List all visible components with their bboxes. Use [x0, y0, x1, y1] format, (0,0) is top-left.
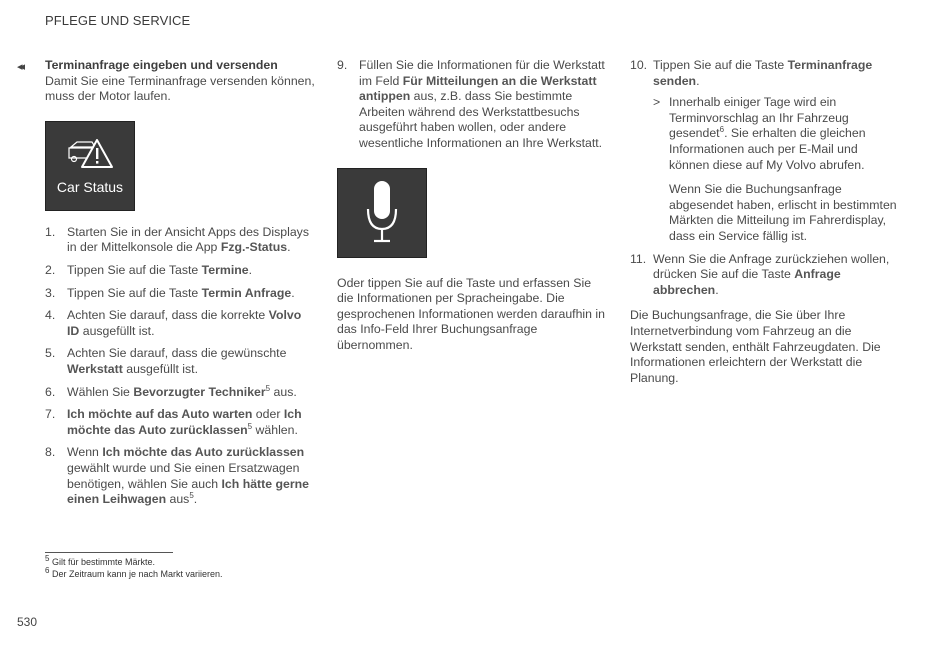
list-item: 8. Wenn Ich möchte das Auto zurücklassen gewählt wurde und Sie einen Ersatzwagen benötigen, wählen Sie auch Ich hätte gerne einen Leihwagen aus$^5$. [45, 445, 309, 507]
steps-list-2 [337, 58, 605, 152]
section-header: PFLEGE UND SERVICE [45, 13, 191, 28]
list-item: 7. Ich möchte auf das Auto warten oder Ich möchte das Auto zurücklassen$^5$ wählen. [45, 407, 302, 437]
car-status-label: Car Status [56, 178, 124, 195]
list-item: 3. Tippen Sie auf die Taste Termin Anfrage. [45, 285, 295, 300]
voice-input-button-image [337, 168, 427, 258]
list-item: 5. Achten Sie darauf, dass die gewünschte Werkstatt ausgefüllt ist. [45, 346, 287, 376]
column-3 [630, 58, 898, 386]
footnote-divider [45, 552, 173, 553]
footnote: $^5$ Gilt für bestimmte Märkte. [45, 554, 155, 567]
car-warning-icon [68, 138, 114, 170]
list-item: 2. Tippen Sie auf die Taste Termine. [45, 262, 253, 277]
microphone-icon [364, 179, 400, 249]
voice-input-text: Oder tippen Sie auf die Taste und erfassen Sie die Informationen per Spracheingabe. Die gesprochenen Informationen werden daraufhin in das Info-Feld Ihrer Buchungsanfrage übernommen. [337, 275, 605, 352]
footnote: $^6$ Der Zeitraum kann je nach Markt variieren. [45, 566, 223, 579]
column-1 [45, 58, 315, 515]
continued-marker: ◂◂ [17, 61, 23, 73]
list-item: 6. Wählen Sie Bevorzugter Techniker$^5$ aus. [45, 383, 297, 399]
result-item: > Innerhalb einiger Tage wird ein Terminvorschlag an Ihr Fahrzeug gesendet$^6$. Sie erhalten die gleichen Informationen auch per E-Mail und können diese auf My Volvo abrufen. [653, 95, 866, 172]
intro-text: Damit Sie eine Terminanfrage versenden können, muss der Motor laufen. [45, 73, 315, 104]
closing-paragraph: Die Buchungsanfrage, die Sie über Ihre Internetverbindung vom Fahrzeug an die Werkstatt senden, enthält Fahrzeugdaten. Die Informationen erleichtern der Werkstatt die Planung. [630, 308, 881, 385]
result-note: Wenn Sie die Buchungsanfrage abgesendet haben, erlischt in bestimmten Märkten die Mitteilung im Fahrerdisplay, dass ein Service fällig ist. [669, 182, 897, 243]
section-title: Terminanfrage eingeben und versenden [45, 58, 278, 72]
list-item: 10. Tippen Sie auf die Taste Terminanfrage senden. > Innerhalb einiger Tage wird ein Terminvorschlag an Ihr Fahrzeug gesendet$^6$. Sie erhalten die gleichen Informationen auch per E-Mail und können diese auf My Volvo abrufen. Wenn Sie die Buchungsanfrage abgesendet haben, erlischt in bestimmten Märkten die Mitteilung im Fahrerdisplay, dass ein Service fällig ist. [630, 58, 897, 243]
list-item: 11. Wenn Sie die Anfrage zurückziehen wollen, drücken Sie auf die Taste Anfrage abbrechen. [630, 251, 890, 297]
list-item: 4. Achten Sie darauf, dass die korrekte Volvo ID ausgefüllt ist. [45, 308, 302, 338]
car-status-app-image [45, 121, 135, 211]
list-item: 9. Füllen Sie die Informationen für die Werkstatt im Feld Für Mitteilungen an die Werkstatt antippen aus, z.B. dass Sie bestimmte Arbeiten während des Werkstattbesuchs ausgeführt haben wollen, oder andere wesentliche Informationen an Ihre Werkstatt. [337, 58, 605, 150]
result-arrow: > [653, 95, 661, 110]
steps-list-1 [45, 225, 315, 508]
footnotes [45, 556, 223, 580]
steps-list-3 [630, 58, 898, 298]
list-item: 1. Starten Sie in der Ansicht Apps des Displays in der Mittelkonsole die App Fzg.-Status. [45, 224, 309, 255]
page-number: 530 [17, 615, 38, 629]
column-2 [337, 58, 605, 354]
